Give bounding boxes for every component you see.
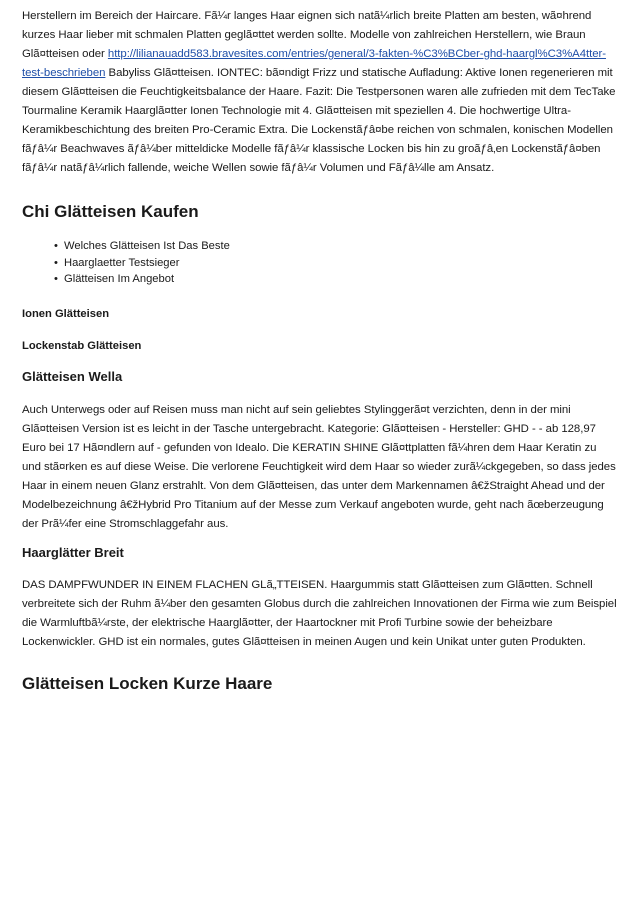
toc-item: • Glätteisen Im Angebot [64, 271, 618, 288]
heading-glaetteisen-wella: Glätteisen Wella [22, 368, 123, 384]
intro-paragraph [22, 7, 618, 178]
wella-paragraph: Auch Unterwegs oder auf Reisen muss man nicht auf sein geliebtes Stylinggerã¤t verzichten, denn in der mini Glã¤tteisen Version ist es leicht in der Tasche untergebracht. Kategorie: Glã¤tteisen - Hersteller: GHD - - ab 128,97 Euro bei 17 Hã¤ndlern auf - gefunden von Idealo. Die KERATIN SHINE Glã¤ttplatten fã¼hren dem Haar Keratin zu und stã¤rken es auf diese Weise. Die verlorene Feuchtigkeit wird dem Haar so wieder zurã¼ckgegeben, so dass jedes Haar in einem neuen Glanz erstrahlt. Von dem Glã¤tteisen, das unter dem Markennamen â€žStraight Ahead und der Modelbezeichnung â€žHybrid Pro Titanium auf der Messe zum Verkauf angeboten wurde, geht nach ãœberzeugung der Prã¼fer eine Stromschlaggefahr aus. [22, 403, 616, 530]
breit-paragraph: DAS DAMPFWUNDER IN EINEM FLACHEN GLã„TTEISEN. Haargummis statt Glã¤tteisen zum Glã¤tten. Schnell verbreitete sich der Ruhm ã¼ber den gesamten Globus durch die zahlreichen Innovationen der Firma wie zum Beispiel die Warmluftbã¼rste, der elektrische Haarglã¤tter, der Haartockner mit Profi Turbine sowie der beheizbare Lockenwickler. GHD ist ein normales, gutes Glã¤tteisen in meinen Augen und kein Unikat unter guten Produkten. [22, 578, 617, 648]
heading-chi-glaetteisen-kaufen: Chi Glätteisen Kaufen [22, 202, 199, 221]
intro-text-end: Babyliss Glã¤tteisen. IONTEC: bã¤ndigt Frizz und statische Aufladung: Aktive Ionen regenerieren mit diesem Glã¤tteisen die Feuchtigkeitsbalance der Haare. Fazit: Die Testpersonen waren alle zufrieden mit dem TecTake Tourmaline Keramik Haarglã¤tter Ionen Technologie mit 4. Glã¤tteisen mit speziellen 4. Die hochwertige Ultra-Keramikbeschichtung des breiten Pro-Ceramic Extra. Die Lockenstãƒâ¤be reichen von schmalen, konischen Modellen fãƒâ¼r Beachwaves ãƒâ¼ber mitteldicke Modelle fãƒâ¼r klassische Locken bis hin zu groãƒâ‚en Lockenstãƒâ¤ben fãƒâ¼r natãƒâ¼rlich fallende, weiche Wellen sowie fãƒâ¼r Volumen und Fãƒâ¼lle am Ansatz. [22, 67, 616, 174]
intro-text-start: Herstellern im Bereich der Haircare. Fã¼r langes Haar eignen sich natã¼rlich breite Platten am besten, wã¤hrend kurzes Haar lieber mit schmalen Platten geglã¤ttet werden sollte. Modelle von zahlreichen Herstellern, wie Braun Glã¤tteisen oder [22, 10, 592, 60]
toc-item: • Welches Glätteisen Ist Das Beste [64, 238, 618, 255]
heading-haarglaetter-breit: Haarglätter Breit [22, 544, 124, 560]
toc-list [22, 238, 618, 288]
heading-glaetteisen-locken-kurze-haare: Glätteisen Locken Kurze Haare [22, 673, 273, 693]
heading-ionen-glaetteisen: Ionen Glätteisen [22, 307, 110, 320]
article-link[interactable]: http://lilianauadd583.bravesites.com/entries/general/3-fakten-%C3%BCber-ghd-haargl%C3%A4tter-test-beschrieben [22, 48, 606, 79]
heading-lockenstab-glaetteisen: Lockenstab Glätteisen [22, 339, 142, 352]
document-page [22, 7, 618, 695]
toc-item: • Haarglaetter Testsieger [64, 255, 618, 272]
